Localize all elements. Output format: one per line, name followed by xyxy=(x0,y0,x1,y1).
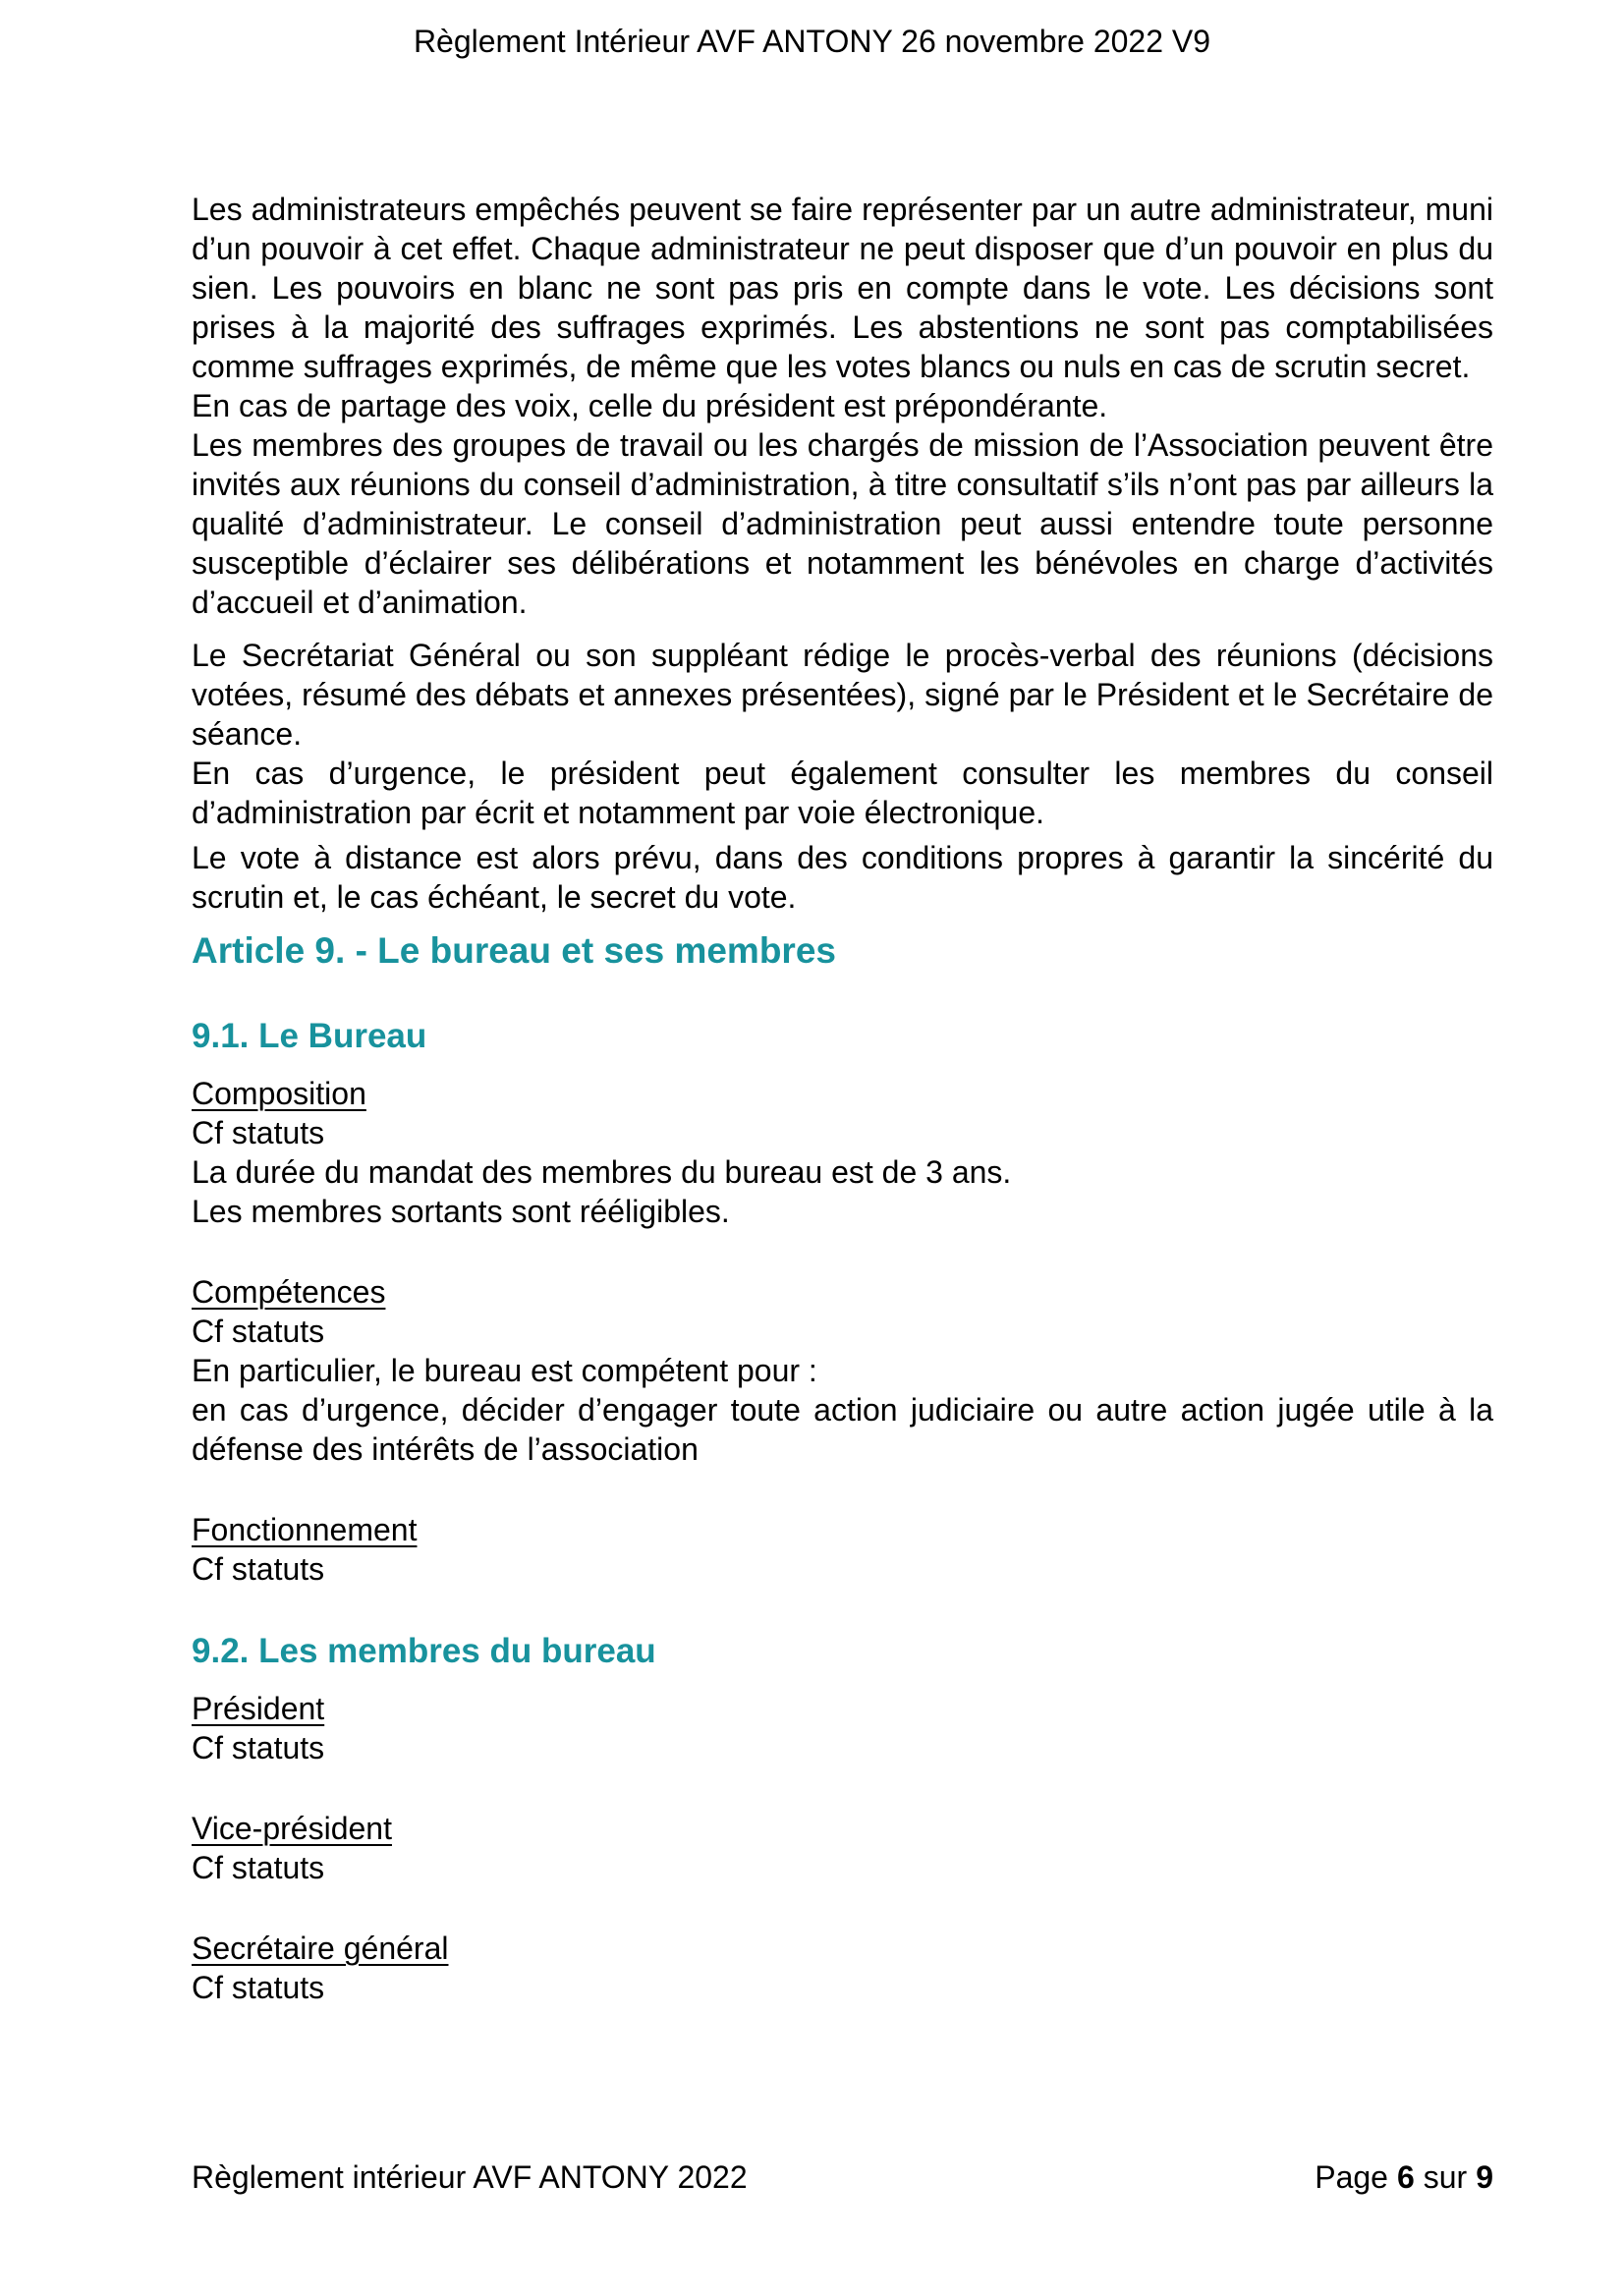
body-paragraph: Le vote à distance est alors prévu, dans des conditions propres à garantir la sincérité du scrutin et, le cas échéant, le secret du vote. xyxy=(192,840,1493,915)
subsection-text: Cf statuts xyxy=(192,1115,325,1150)
page-word: Page xyxy=(1315,2159,1388,2195)
subsection-label-president: Président xyxy=(192,1691,325,1726)
total-page-count: 9 xyxy=(1476,2159,1493,2195)
subsection-label-fonctionnement: Fonctionnement xyxy=(192,1512,418,1547)
subsection-text: Cf statuts xyxy=(192,1314,325,1349)
section-9-1-heading: 9.1. Le Bureau xyxy=(192,1017,427,1055)
article-9-heading: Article 9. - Le bureau et ses membres xyxy=(192,930,836,971)
section-9-2-heading: 9.2. Les membres du bureau xyxy=(192,1632,656,1670)
subsection-text: Cf statuts xyxy=(192,1551,325,1587)
subsection-text: Cf statuts xyxy=(192,1730,325,1765)
subsection-text: Les membres sortants sont rééligibles. xyxy=(192,1194,730,1229)
body-paragraph: Les administrateurs empêchés peuvent se faire représenter par un autre administrateur, muni d’un pouvoir à cet effet. Chaque administrateur ne peut disposer que d’un pouvoir en plus du sien. Les pouvoirs en blanc ne sont pas pris en compte dans le vote. Les décisions sont prises à la majorité des suffrages exprimés. Les abstentions ne sont pas comptabilisées comme suffrages exprimés, de même que les votes blancs ou nuls en cas de scrutin secret. xyxy=(192,192,1493,384)
subsection-text: En particulier, le bureau est compétent pour : xyxy=(192,1353,817,1388)
subsection-text: Cf statuts xyxy=(192,1970,325,2005)
page-footer xyxy=(192,2157,1493,2197)
subsection-label-competences: Compétences xyxy=(192,1274,386,1310)
subsection-text: La durée du mandat des membres du bureau est de 3 ans. xyxy=(192,1154,1012,1190)
body-paragraph: En cas d’urgence, le président peut également consulter les membres du conseil d’administration par écrit et notamment par voie électronique. xyxy=(192,756,1493,830)
body-paragraph: Les membres des groupes de travail ou les chargés de mission de l’Association peuvent être invités aux réunions du conseil d’administration, à titre consultatif s’ils n’ont pas par ailleurs la qualité d’administrateur. Le conseil d’administration peut aussi entendre toute personne susceptible d’éclairer ses délibérations et notamment les bénévoles en charge d’activités d’accueil et d’animation. xyxy=(192,427,1493,620)
subsection-text: Cf statuts xyxy=(192,1850,325,1885)
subsection-label-vice-president: Vice-président xyxy=(192,1811,392,1846)
body-paragraph: Le Secrétariat Général ou son suppléant rédige le procès-verbal des réunions (décisions votées, résumé des débats et annexes présentées), signé par le Président et le Secrétaire de séance. xyxy=(192,638,1493,752)
page-header-title: Règlement Intérieur AVF ANTONY 26 novembre 2022 V9 xyxy=(413,24,1211,59)
subsection-label-composition: Composition xyxy=(192,1076,366,1111)
subsection-label-secretaire-general: Secrétaire général xyxy=(192,1931,449,1966)
subsection-text: en cas d’urgence, décider d’engager toute action judiciaire ou autre action jugée utile à la défense des intérêts de l’association xyxy=(192,1392,1493,1467)
current-page-number: 6 xyxy=(1396,2159,1415,2195)
page-indicator xyxy=(1315,2157,1493,2197)
footer-document-title: Règlement intérieur AVF ANTONY 2022 xyxy=(192,2159,748,2195)
of-word: sur xyxy=(1423,2159,1468,2195)
document-body xyxy=(192,190,1493,2007)
body-paragraph: En cas de partage des voix, celle du président est prépondérante. xyxy=(192,388,1108,423)
